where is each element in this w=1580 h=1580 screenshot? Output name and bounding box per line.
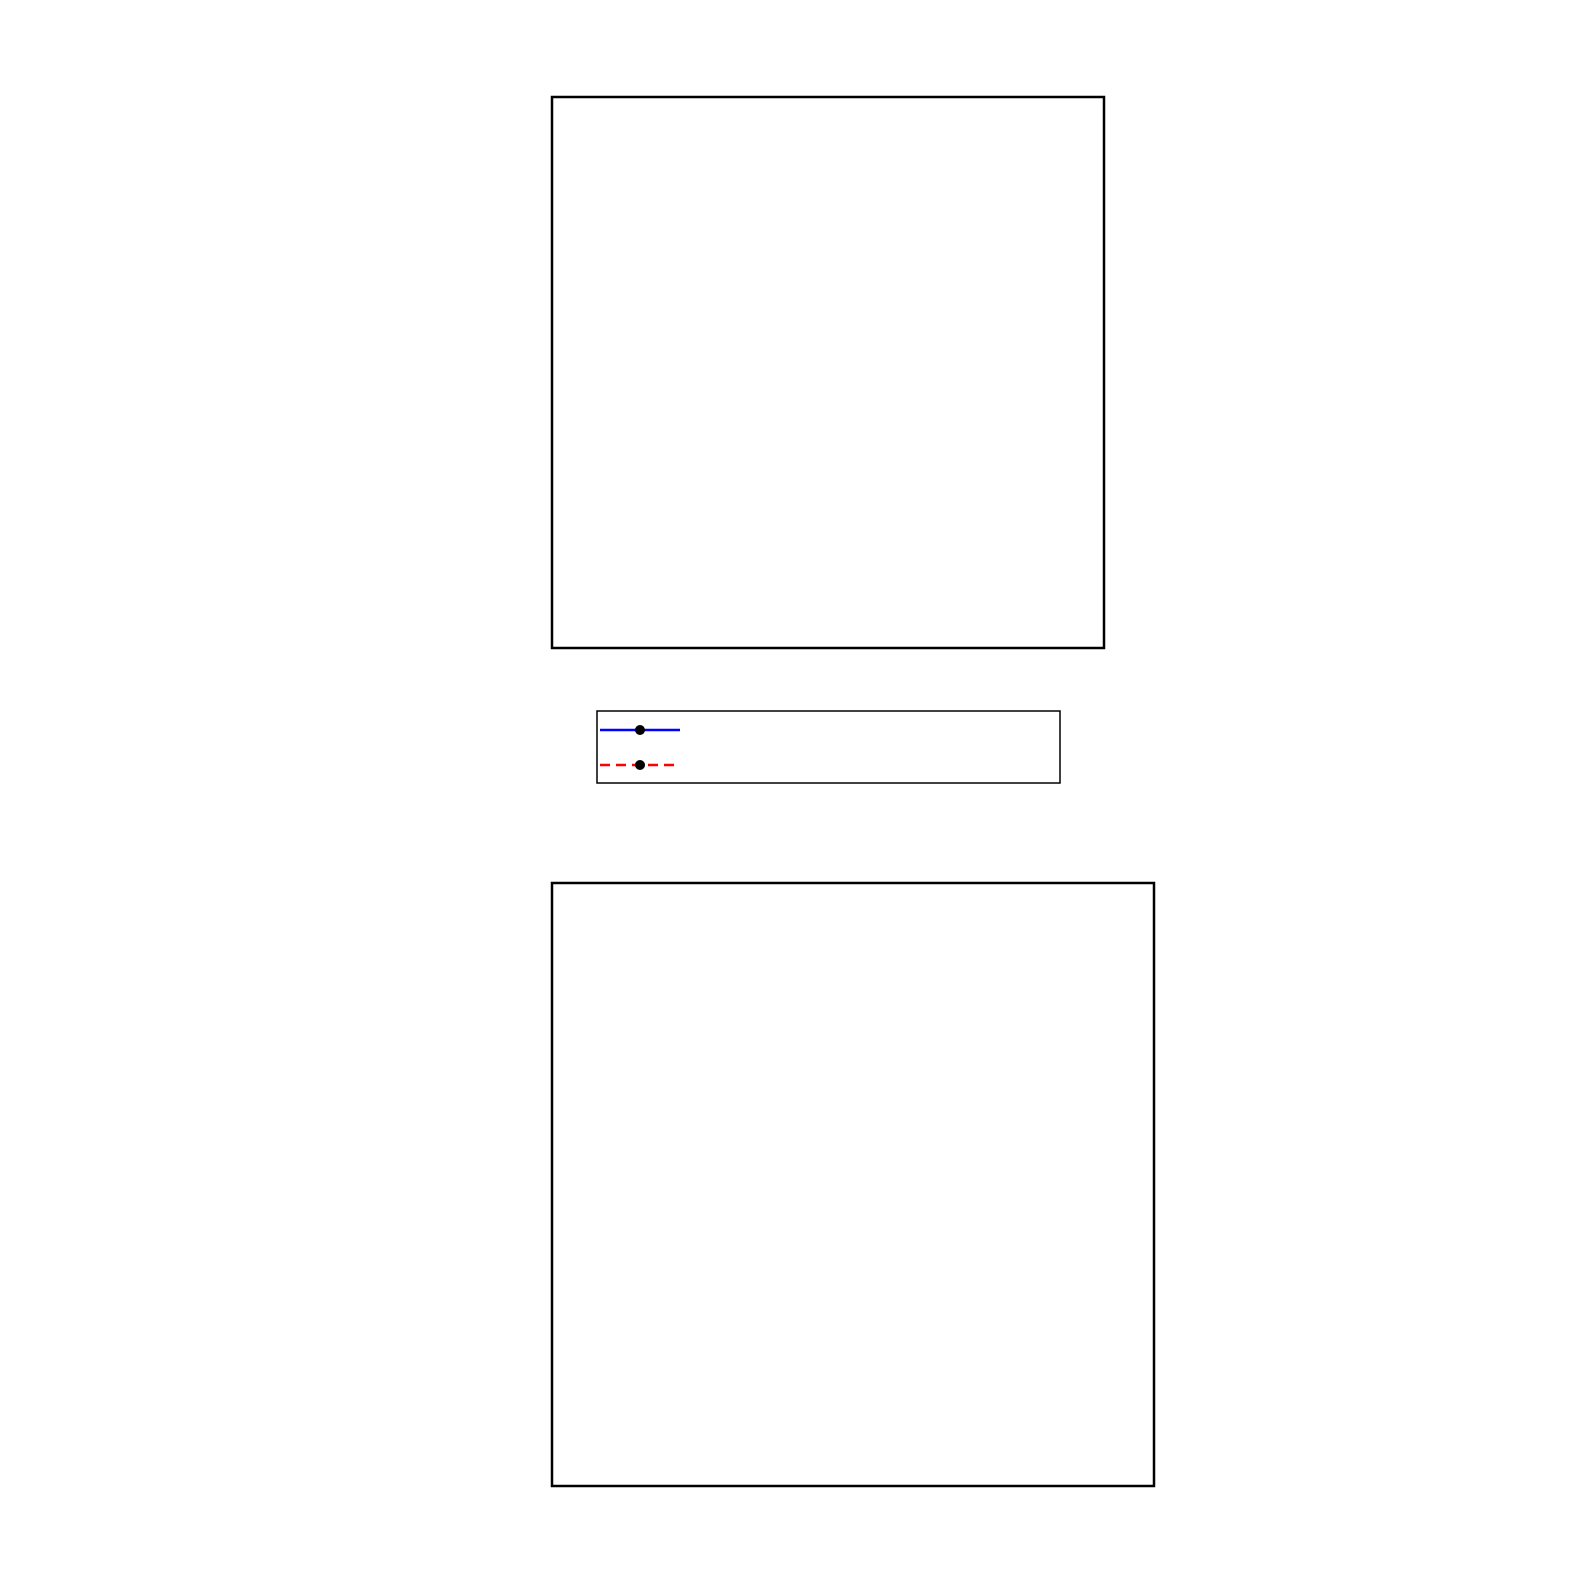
legend	[597, 711, 1060, 783]
bottom-chart	[552, 883, 1154, 1486]
legend-marker-cam	[635, 760, 645, 770]
bottom-chart-frame	[552, 883, 1154, 1486]
legend-box	[597, 711, 1060, 783]
legend-marker-arm	[635, 725, 645, 735]
top-chart	[552, 97, 1104, 648]
top-chart-frame	[552, 97, 1104, 648]
